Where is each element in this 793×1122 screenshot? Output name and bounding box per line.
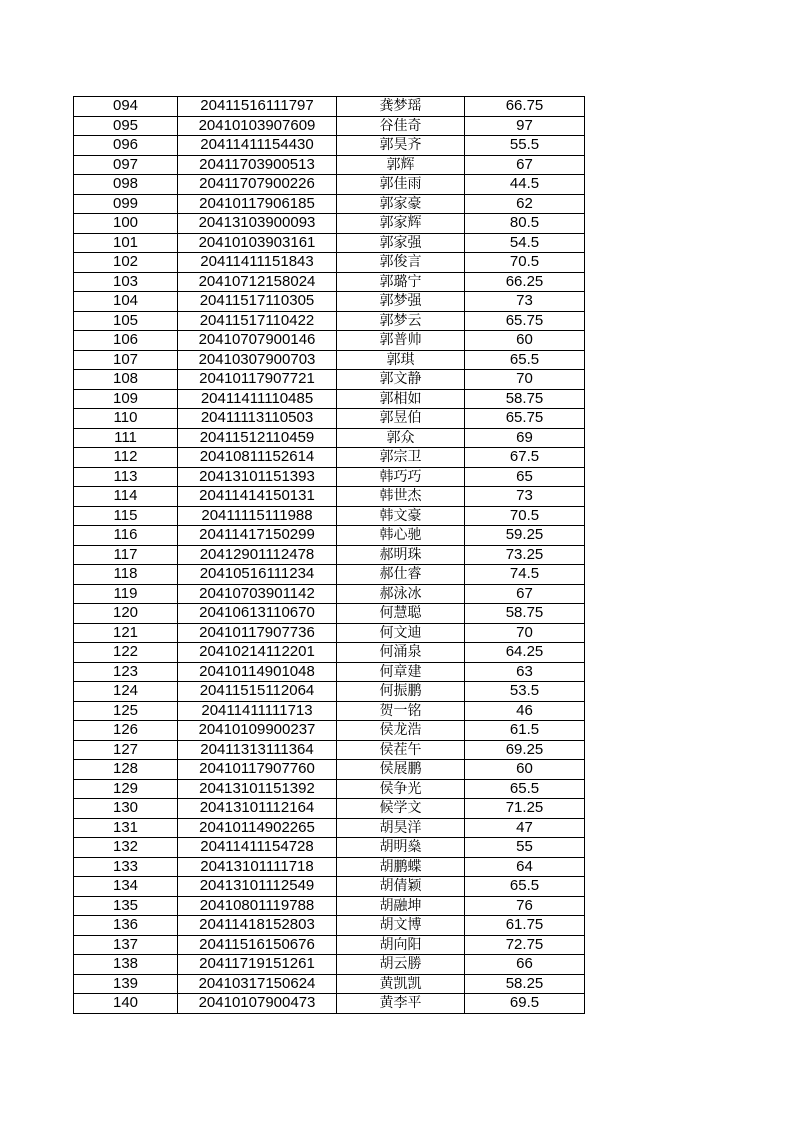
score-cell: 61.5 — [465, 721, 585, 741]
exam-id-cell: 20410801119788 — [178, 896, 337, 916]
row-number-cell: 127 — [74, 740, 178, 760]
table-row — [74, 175, 585, 195]
row-number-cell: 126 — [74, 721, 178, 741]
score-cell: 76 — [465, 896, 585, 916]
row-number-cell: 109 — [74, 389, 178, 409]
exam-id-cell: 20410114902265 — [178, 818, 337, 838]
table-row — [74, 253, 585, 273]
score-cell: 64 — [465, 857, 585, 877]
table-row — [74, 194, 585, 214]
student-name-cell: 胡昊洋 — [337, 818, 465, 838]
exam-id-cell: 20410103907609 — [178, 116, 337, 136]
exam-id-cell: 20410117907760 — [178, 760, 337, 780]
exam-id-cell: 20410516111234 — [178, 565, 337, 585]
table-row — [74, 896, 585, 916]
student-name-cell: 何章建 — [337, 662, 465, 682]
score-cell: 58.75 — [465, 604, 585, 624]
exam-id-cell: 20410703901142 — [178, 584, 337, 604]
row-number-cell: 131 — [74, 818, 178, 838]
table-row — [74, 448, 585, 468]
exam-id-cell: 20411411151843 — [178, 253, 337, 273]
score-table-body — [74, 97, 585, 1014]
student-name-cell: 郭家辉 — [337, 214, 465, 234]
student-name-cell: 郭昱伯 — [337, 409, 465, 429]
score-cell: 55 — [465, 838, 585, 858]
row-number-cell: 104 — [74, 292, 178, 312]
score-cell: 69.5 — [465, 994, 585, 1014]
table-row — [74, 857, 585, 877]
row-number-cell: 122 — [74, 643, 178, 663]
exam-id-cell: 20410107900473 — [178, 994, 337, 1014]
score-cell: 65 — [465, 467, 585, 487]
student-name-cell: 郭众 — [337, 428, 465, 448]
table-row — [74, 974, 585, 994]
row-number-cell: 102 — [74, 253, 178, 273]
table-row — [74, 662, 585, 682]
table-row — [74, 487, 585, 507]
exam-id-cell: 20411418152803 — [178, 916, 337, 936]
student-name-cell: 侯争光 — [337, 779, 465, 799]
score-cell: 67 — [465, 155, 585, 175]
row-number-cell: 121 — [74, 623, 178, 643]
exam-id-cell: 20411703900513 — [178, 155, 337, 175]
student-name-cell: 何文迪 — [337, 623, 465, 643]
row-number-cell: 130 — [74, 799, 178, 819]
table-row — [74, 136, 585, 156]
row-number-cell: 096 — [74, 136, 178, 156]
score-table — [73, 96, 585, 1014]
student-name-cell: 贺一铭 — [337, 701, 465, 721]
row-number-cell: 103 — [74, 272, 178, 292]
score-cell: 58.75 — [465, 389, 585, 409]
row-number-cell: 140 — [74, 994, 178, 1014]
exam-id-cell: 20410307900703 — [178, 350, 337, 370]
student-name-cell: 郭璐宁 — [337, 272, 465, 292]
table-row — [74, 584, 585, 604]
score-cell: 71.25 — [465, 799, 585, 819]
exam-id-cell: 20411707900226 — [178, 175, 337, 195]
table-row — [74, 877, 585, 897]
row-number-cell: 136 — [74, 916, 178, 936]
exam-id-cell: 20413101112549 — [178, 877, 337, 897]
exam-id-cell: 20411515112064 — [178, 682, 337, 702]
exam-id-cell: 20411414150131 — [178, 487, 337, 507]
exam-id-cell: 20410317150624 — [178, 974, 337, 994]
score-cell: 47 — [465, 818, 585, 838]
exam-id-cell: 20413101112164 — [178, 799, 337, 819]
table-row — [74, 643, 585, 663]
student-name-cell: 侯龙浩 — [337, 721, 465, 741]
score-cell: 70 — [465, 623, 585, 643]
table-row — [74, 311, 585, 331]
row-number-cell: 133 — [74, 857, 178, 877]
row-number-cell: 123 — [74, 662, 178, 682]
student-name-cell: 郭俊言 — [337, 253, 465, 273]
student-name-cell: 胡云勝 — [337, 955, 465, 975]
exam-id-cell: 20412901112478 — [178, 545, 337, 565]
exam-id-cell: 20413101151393 — [178, 467, 337, 487]
student-name-cell: 郭家豪 — [337, 194, 465, 214]
row-number-cell: 139 — [74, 974, 178, 994]
exam-id-cell: 20410613110670 — [178, 604, 337, 624]
score-cell: 70.5 — [465, 506, 585, 526]
score-cell: 46 — [465, 701, 585, 721]
table-row — [74, 214, 585, 234]
score-cell: 59.25 — [465, 526, 585, 546]
score-cell: 55.5 — [465, 136, 585, 156]
row-number-cell: 101 — [74, 233, 178, 253]
score-cell: 70 — [465, 370, 585, 390]
student-name-cell: 侯展鹏 — [337, 760, 465, 780]
score-cell: 64.25 — [465, 643, 585, 663]
exam-id-cell: 20410707900146 — [178, 331, 337, 351]
table-row — [74, 292, 585, 312]
row-number-cell: 134 — [74, 877, 178, 897]
score-cell: 66.25 — [465, 272, 585, 292]
table-row — [74, 682, 585, 702]
score-cell: 60 — [465, 331, 585, 351]
table-row — [74, 526, 585, 546]
score-cell: 54.5 — [465, 233, 585, 253]
score-cell: 69 — [465, 428, 585, 448]
exam-id-cell: 20410117906185 — [178, 194, 337, 214]
score-cell: 65.75 — [465, 311, 585, 331]
table-row — [74, 935, 585, 955]
score-cell: 44.5 — [465, 175, 585, 195]
exam-id-cell: 20410114901048 — [178, 662, 337, 682]
table-row — [74, 467, 585, 487]
exam-id-cell: 20411411154728 — [178, 838, 337, 858]
table-row — [74, 97, 585, 117]
student-name-cell: 韩巧巧 — [337, 467, 465, 487]
table-row — [74, 994, 585, 1014]
table-row — [74, 350, 585, 370]
exam-id-cell: 20413101111718 — [178, 857, 337, 877]
student-name-cell: 郭琪 — [337, 350, 465, 370]
row-number-cell: 112 — [74, 448, 178, 468]
score-cell: 58.25 — [465, 974, 585, 994]
exam-id-cell: 20411517110422 — [178, 311, 337, 331]
row-number-cell: 111 — [74, 428, 178, 448]
table-row — [74, 428, 585, 448]
student-name-cell: 胡文博 — [337, 916, 465, 936]
student-name-cell: 郝明珠 — [337, 545, 465, 565]
student-name-cell: 郭佳雨 — [337, 175, 465, 195]
score-cell: 66 — [465, 955, 585, 975]
row-number-cell: 128 — [74, 760, 178, 780]
table-row — [74, 955, 585, 975]
student-name-cell: 郭宗卫 — [337, 448, 465, 468]
score-cell: 72.75 — [465, 935, 585, 955]
row-number-cell: 119 — [74, 584, 178, 604]
row-number-cell: 129 — [74, 779, 178, 799]
exam-id-cell: 20410811152614 — [178, 448, 337, 468]
exam-id-cell: 20410712158024 — [178, 272, 337, 292]
table-row — [74, 389, 585, 409]
student-name-cell: 郭普帅 — [337, 331, 465, 351]
score-cell: 80.5 — [465, 214, 585, 234]
student-name-cell: 黄凯凯 — [337, 974, 465, 994]
student-name-cell: 郭梦强 — [337, 292, 465, 312]
table-row — [74, 740, 585, 760]
row-number-cell: 114 — [74, 487, 178, 507]
student-name-cell: 郭相如 — [337, 389, 465, 409]
row-number-cell: 094 — [74, 97, 178, 117]
student-name-cell: 郭梦云 — [337, 311, 465, 331]
row-number-cell: 095 — [74, 116, 178, 136]
row-number-cell: 135 — [74, 896, 178, 916]
score-cell: 67.5 — [465, 448, 585, 468]
student-name-cell: 郝仕睿 — [337, 565, 465, 585]
row-number-cell: 120 — [74, 604, 178, 624]
row-number-cell: 097 — [74, 155, 178, 175]
exam-id-cell: 20410103903161 — [178, 233, 337, 253]
table-row — [74, 545, 585, 565]
score-cell: 73.25 — [465, 545, 585, 565]
row-number-cell: 132 — [74, 838, 178, 858]
student-name-cell: 胡鹏蝶 — [337, 857, 465, 877]
row-number-cell: 125 — [74, 701, 178, 721]
row-number-cell: 105 — [74, 311, 178, 331]
table-row — [74, 818, 585, 838]
score-cell: 63 — [465, 662, 585, 682]
student-name-cell: 郭昊齐 — [337, 136, 465, 156]
student-name-cell: 韩心驰 — [337, 526, 465, 546]
row-number-cell: 117 — [74, 545, 178, 565]
exam-id-cell: 20411411110485 — [178, 389, 337, 409]
score-cell: 53.5 — [465, 682, 585, 702]
table-row — [74, 370, 585, 390]
row-number-cell: 099 — [74, 194, 178, 214]
score-cell: 70.5 — [465, 253, 585, 273]
student-name-cell: 郭文静 — [337, 370, 465, 390]
score-cell: 66.75 — [465, 97, 585, 117]
score-cell: 74.5 — [465, 565, 585, 585]
exam-id-cell: 20411411111713 — [178, 701, 337, 721]
table-row — [74, 604, 585, 624]
exam-id-cell: 20413101151392 — [178, 779, 337, 799]
row-number-cell: 106 — [74, 331, 178, 351]
row-number-cell: 107 — [74, 350, 178, 370]
exam-id-cell: 20411115111988 — [178, 506, 337, 526]
table-row — [74, 760, 585, 780]
row-number-cell: 124 — [74, 682, 178, 702]
exam-id-cell: 20411516111797 — [178, 97, 337, 117]
row-number-cell: 138 — [74, 955, 178, 975]
score-cell: 97 — [465, 116, 585, 136]
score-cell: 73 — [465, 487, 585, 507]
score-cell: 65.5 — [465, 779, 585, 799]
exam-id-cell: 20411512110459 — [178, 428, 337, 448]
row-number-cell: 098 — [74, 175, 178, 195]
table-row — [74, 799, 585, 819]
exam-id-cell: 20410117907736 — [178, 623, 337, 643]
student-name-cell: 胡向阳 — [337, 935, 465, 955]
row-number-cell: 100 — [74, 214, 178, 234]
table-row — [74, 331, 585, 351]
score-cell: 65.75 — [465, 409, 585, 429]
exam-id-cell: 20410109900237 — [178, 721, 337, 741]
table-row — [74, 701, 585, 721]
table-row — [74, 155, 585, 175]
student-name-cell: 胡明燊 — [337, 838, 465, 858]
student-name-cell: 谷佳奇 — [337, 116, 465, 136]
table-row — [74, 565, 585, 585]
score-cell: 67 — [465, 584, 585, 604]
student-name-cell: 郭辉 — [337, 155, 465, 175]
student-name-cell: 郝泳冰 — [337, 584, 465, 604]
student-name-cell: 胡倩颖 — [337, 877, 465, 897]
row-number-cell: 108 — [74, 370, 178, 390]
table-row — [74, 623, 585, 643]
student-name-cell: 侯茬午 — [337, 740, 465, 760]
score-cell: 73 — [465, 292, 585, 312]
row-number-cell: 137 — [74, 935, 178, 955]
table-row — [74, 838, 585, 858]
score-cell: 65.5 — [465, 350, 585, 370]
student-name-cell: 韩世杰 — [337, 487, 465, 507]
table-row — [74, 116, 585, 136]
exam-id-cell: 20411516150676 — [178, 935, 337, 955]
table-row — [74, 916, 585, 936]
student-name-cell: 候学文 — [337, 799, 465, 819]
exam-id-cell: 20411417150299 — [178, 526, 337, 546]
student-name-cell: 何涌泉 — [337, 643, 465, 663]
score-cell: 65.5 — [465, 877, 585, 897]
score-cell: 69.25 — [465, 740, 585, 760]
student-name-cell: 何慧聪 — [337, 604, 465, 624]
exam-id-cell: 20413103900093 — [178, 214, 337, 234]
table-row — [74, 233, 585, 253]
row-number-cell: 113 — [74, 467, 178, 487]
score-cell: 60 — [465, 760, 585, 780]
score-cell: 61.75 — [465, 916, 585, 936]
exam-id-cell: 20411719151261 — [178, 955, 337, 975]
student-name-cell: 韩文豪 — [337, 506, 465, 526]
student-name-cell: 黄李平 — [337, 994, 465, 1014]
student-name-cell: 郭家强 — [337, 233, 465, 253]
row-number-cell: 115 — [74, 506, 178, 526]
exam-id-cell: 20411113110503 — [178, 409, 337, 429]
table-row — [74, 721, 585, 741]
table-row — [74, 272, 585, 292]
student-name-cell: 龚梦瑶 — [337, 97, 465, 117]
score-cell: 62 — [465, 194, 585, 214]
exam-id-cell: 20410117907721 — [178, 370, 337, 390]
exam-id-cell: 20411517110305 — [178, 292, 337, 312]
row-number-cell: 110 — [74, 409, 178, 429]
exam-id-cell: 20411411154430 — [178, 136, 337, 156]
student-name-cell: 胡融坤 — [337, 896, 465, 916]
exam-id-cell: 20410214112201 — [178, 643, 337, 663]
student-name-cell: 何振鹏 — [337, 682, 465, 702]
row-number-cell: 116 — [74, 526, 178, 546]
exam-id-cell: 20411313111364 — [178, 740, 337, 760]
row-number-cell: 118 — [74, 565, 178, 585]
table-row — [74, 779, 585, 799]
table-row — [74, 506, 585, 526]
table-row — [74, 409, 585, 429]
